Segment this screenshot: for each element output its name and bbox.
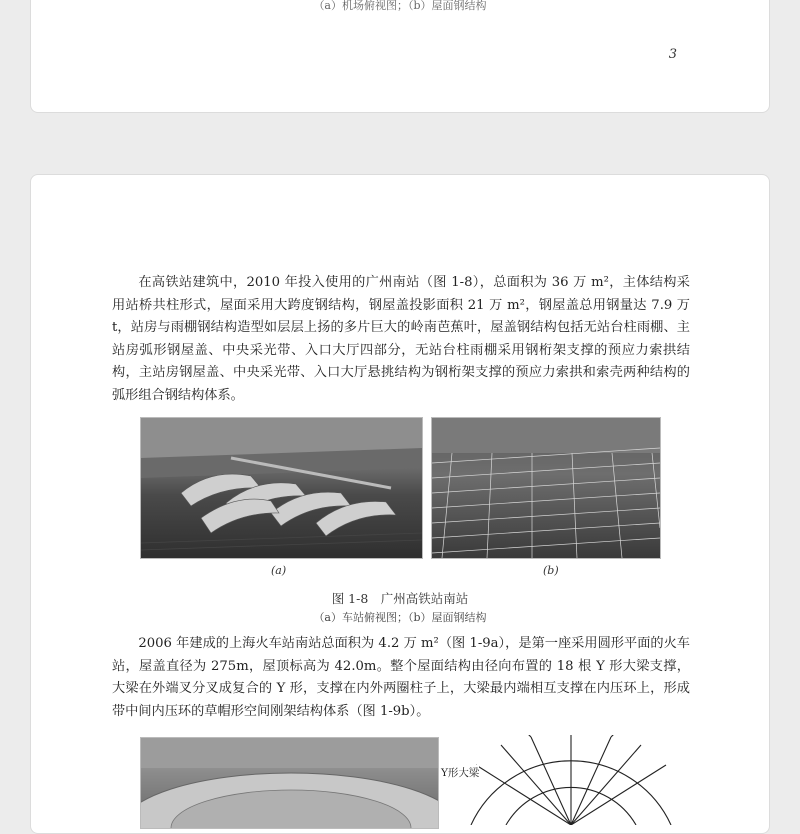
- y-beam-diagram: [431, 735, 691, 825]
- photo-station-aerial: [140, 417, 423, 559]
- figure-1-8-title: 图 1-8 广州高铁站南站: [331, 591, 469, 606]
- figure-label-b: (b): [543, 564, 559, 577]
- document-page: [30, 174, 770, 834]
- y-beam-label: Y形大梁: [441, 767, 480, 779]
- paragraph-shanghai-south: 2006 年建成的上海火车站南站总面积为 4.2 万 m²（图 1-9a），是第一座采用圆形平面的火车站，屋盖直径为 275m，屋顶标高为 42.0m。整个屋面结构由径向布置的 18 根 Y 形大梁支撑，大梁在外端叉分叉成复合的 Y 形，支撑在内外两圈柱子上，大梁最内端相互支撑在内压环上，形成带中间内压环的草帽形空间刚架结构体系（图 1-9b）。: [112, 636, 690, 719]
- photo-roof-steel-structure: [431, 417, 661, 559]
- page-number: 3: [668, 47, 677, 62]
- figure-1-8-subcaption: （a）车站俯视图；（b）屋面钢结构: [313, 611, 487, 624]
- previous-page: [30, 0, 770, 113]
- previous-figure-caption: （a）机场俯视图；（b）屋面钢结构: [313, 0, 487, 12]
- paragraph-guangzhou-south: 在高铁站建筑中，2010 年投入使用的广州南站（图 1-8），总面积为 36 万 m²，主体结构采用站桥共柱形式，屋面采用大跨度钢结构，钢屋盖投影面积 21 万 m²，钢屋盖总用钢量达 7.9 万 t，站房与雨棚钢结构造型如层层上扬的多片巨大的岭南芭蕉叶，屋盖钢结构包括无站台柱雨棚、主站房弧形钢屋盖、中央采光带、入口大厅四部分，无站台柱雨棚采用钢桁架支撑的预应力索拱结构，主站房钢屋盖、中央采光带、入口大厅悬挑结构为钢桁架支撑的预应力索拱和索壳两种结构的弧形组合钢结构体系。: [112, 275, 690, 403]
- roof-steel-image: [432, 418, 660, 558]
- station-aerial-image: [141, 418, 422, 558]
- shanghai-station-image: [141, 738, 438, 828]
- photo-shanghai-station: [140, 737, 439, 829]
- figure-label-a: (a): [271, 564, 287, 577]
